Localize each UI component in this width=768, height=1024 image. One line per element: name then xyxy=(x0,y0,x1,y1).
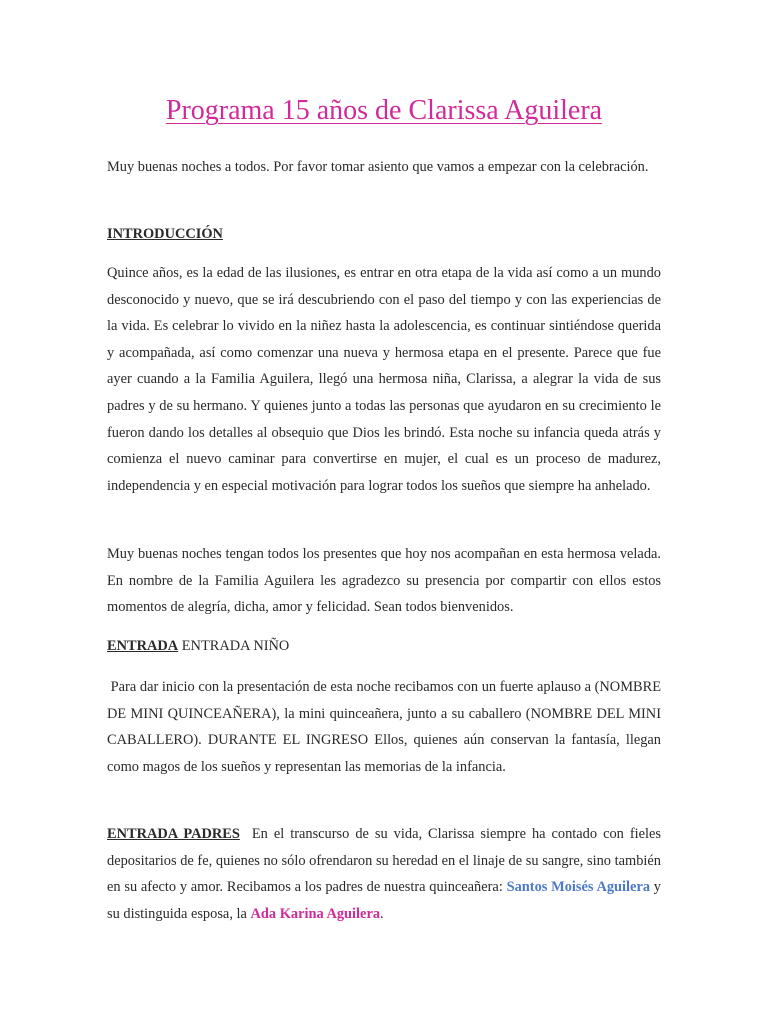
entrada-heading: ENTRADA xyxy=(107,638,179,654)
intro-heading-line xyxy=(107,221,661,248)
father-name: Santos Moisés Aguilera xyxy=(506,879,651,896)
entrada-subheading: ENTRADA NIÑO xyxy=(178,638,290,654)
padres-paragraph xyxy=(107,821,665,927)
welcome-paragraph: Muy buenas noches a todos. Por favor tomar asiento que vamos a empezar con la celebración. xyxy=(107,159,649,175)
entrada-paragraph: Para dar inicio con la presentación de esta noche recibamos con un fuerte aplauso a (NOMBRE DE MINI QUINCEAÑERA), la mini quinceañera, junto a su caballero (NOMBRE DEL MINI CABALLERO). DURANTE EL INGRESO Ellos, quienes aún conservan la fantasía, llegan como magos de los sueños y representan las memorias de la infancia. xyxy=(107,679,665,775)
padres-heading: ENTRADA PADRES xyxy=(107,826,240,842)
entrada-heading-line xyxy=(107,633,661,660)
padres-text-2: y su distinguida esposa, la xyxy=(107,879,665,922)
intro-heading: INTRODUCCIÓN xyxy=(107,226,223,242)
padres-text-1: En el transcurso de su vida, Clarissa siempre ha contado con fieles depositarios de fe, quienes no sólo ofrendaron su heredad en el linaje de su sangre, sino también en su afecto y amor. Recibamos a los padres de nuestra quinceañera: xyxy=(107,826,665,896)
document-title: Programa 15 años de Clarissa Aguilera xyxy=(165,95,603,126)
mother-name: Ada Karina Aguilera xyxy=(250,905,381,922)
intro-paragraph: Quince años, es la edad de las ilusiones, es entrar en otra etapa de la vida así como a un mundo desconocido y nuevo, que se irá descubriendo con el paso del tiempo y con las experiencias de la vida. Es celebrar lo vivido en la niñez hasta la adolescencia, es continuar sintiéndose querida y acompañada, así como comenzar una nueva y hermosa etapa en el presente. Parece que fue ayer cuando a la Familia Aguilera, llegó una hermosa niña, Clarissa, a alegrar la vida de sus padres y de su hermano. Y quienes junto a todas las personas que ayudaron en su crecimiento le fueron dando los detalles al obsequio que Dios les brindó. Esta noche su infancia queda atrás y comienza el nuevo caminar para convertirse en mujer, el cual es un proceso de madurez, independencia y en especial motivación para lograr todos los sueños que siempre ha anhelado. xyxy=(107,265,661,494)
greeting-paragraph: Muy buenas noches tengan todos los presentes que hoy nos acompañan en esta hermosa velada. En nombre de la Familia Aguilera les agradezco su presencia por compartir con ellos estos momentos de alegría, dicha, amor y felicidad. Sean todos bienvenidos. xyxy=(107,546,661,616)
padres-text-3: . xyxy=(380,905,384,922)
